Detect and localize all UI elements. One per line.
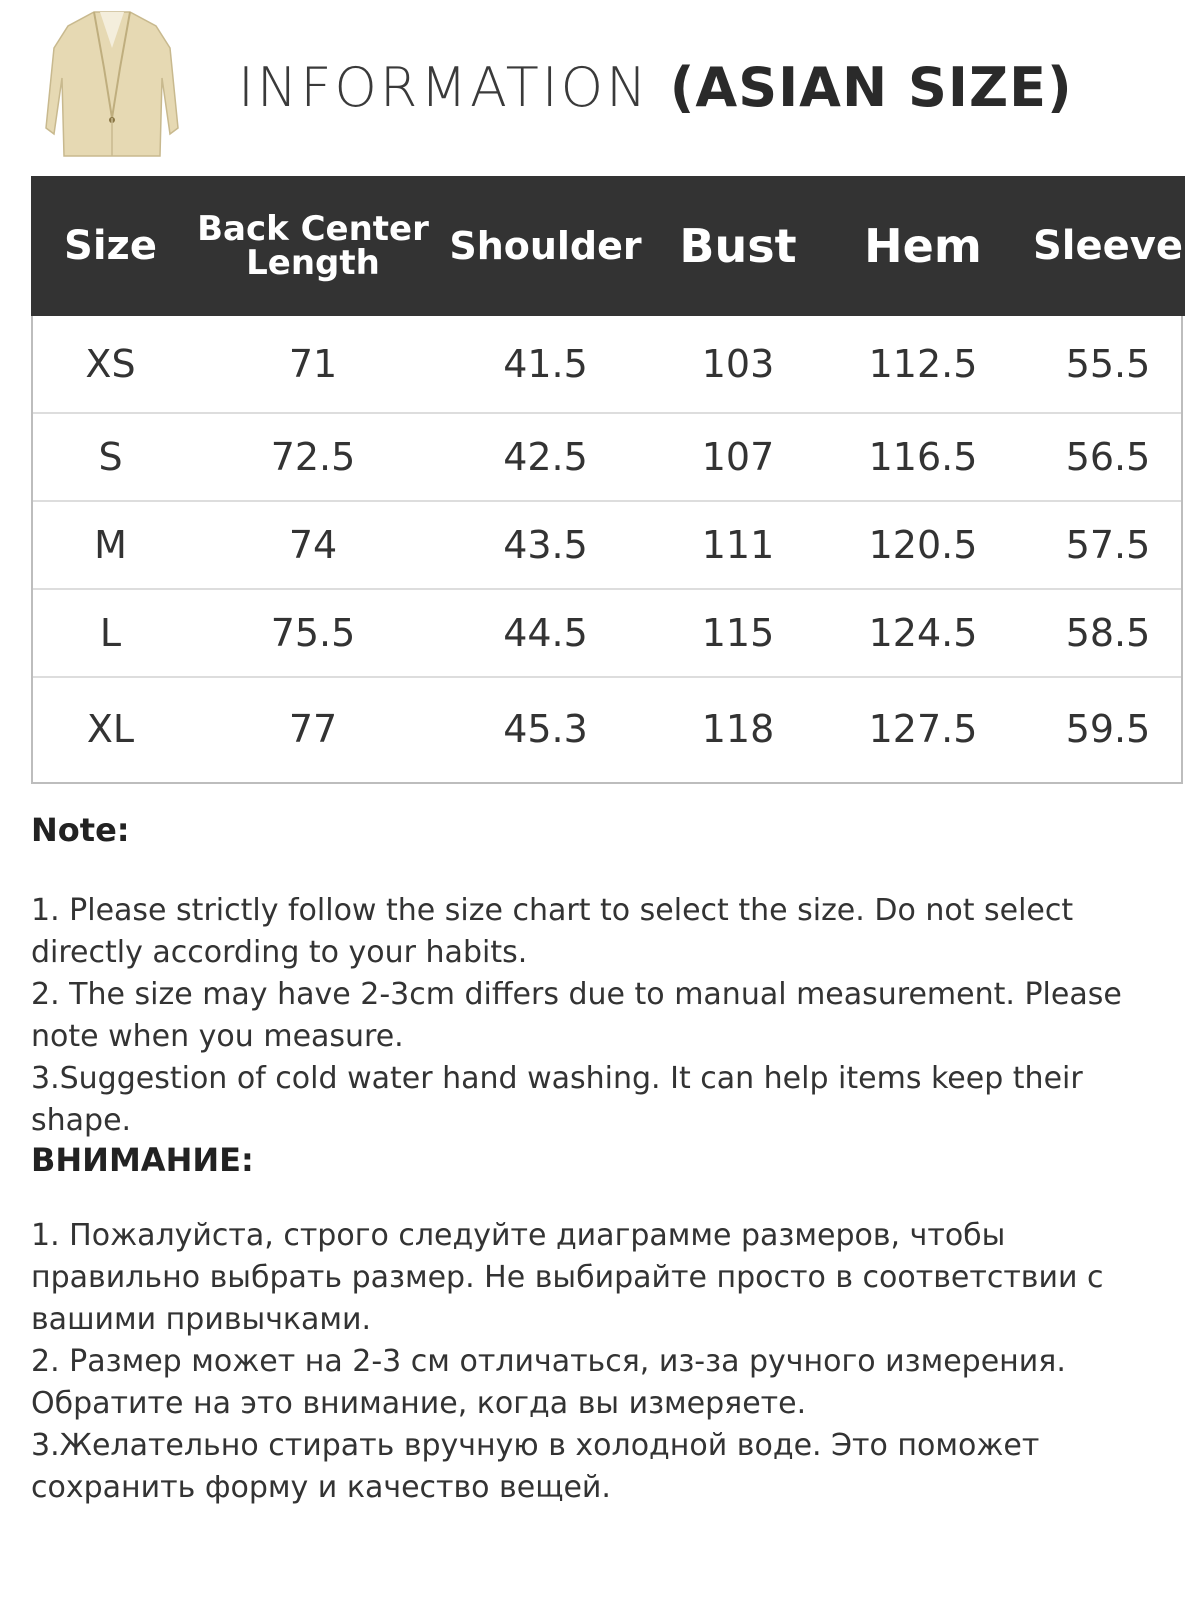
cell-bust: 115	[701, 611, 775, 655]
blazer-jacket-icon	[44, 8, 180, 164]
cell-hem: 127.5	[868, 707, 978, 751]
table-body	[33, 316, 1181, 782]
cell-size: L	[99, 611, 122, 655]
header-back-line2: Length	[246, 243, 380, 283]
table-row	[33, 316, 1181, 414]
cell-hem: 112.5	[868, 342, 978, 386]
cell-shoulder: 43.5	[503, 523, 588, 567]
cell-size: M	[94, 523, 127, 567]
header-shoulder: Shoulder	[449, 224, 642, 268]
header-back-line1: Back Center	[197, 209, 429, 249]
cell-hem: 124.5	[868, 611, 978, 655]
cell-bust: 111	[701, 523, 775, 567]
note-body-en	[31, 890, 1181, 1142]
cell-back: 77	[288, 707, 338, 751]
cell-back: 71	[288, 342, 338, 386]
note-item-ru: 1. Пожалуйста, строго следуйте диаграмме размеров, чтобы правильно выбрать размер. Не выбирайте просто в соответствии с вашими привычками.	[31, 1218, 1104, 1337]
note-item: 1. Please strictly follow the size chart to select the size. Do not select directly according to your habits.	[31, 893, 1074, 970]
cell-bust: 118	[701, 707, 775, 751]
table-header	[31, 176, 1185, 316]
note-title-ru: ВНИМАНИЕ:	[31, 1141, 254, 1179]
cell-back: 75.5	[270, 611, 356, 655]
title-light: INFORMATION	[238, 56, 670, 119]
cell-back: 72.5	[270, 435, 356, 479]
note-item-ru: 3.Желательно стирать вручную в холодной воде. Это поможет сохранить форму и качество вещей.	[31, 1428, 1040, 1505]
note-item: 2. The size may have 2-3cm differs due to manual measurement. Please note when you measure.	[31, 977, 1122, 1054]
cell-sleeve: 55.5	[1065, 342, 1151, 386]
header	[0, 0, 1200, 176]
table-row	[33, 590, 1181, 678]
header-hem: Hem	[864, 219, 982, 273]
cell-hem: 116.5	[868, 435, 978, 479]
header-sleeve: Sleeve	[1033, 223, 1183, 269]
page-title	[238, 56, 1073, 119]
cell-shoulder: 45.3	[503, 707, 588, 751]
header-bust: Bust	[679, 219, 797, 273]
table-row	[33, 678, 1181, 782]
note-title: Note:	[31, 811, 130, 849]
cell-sleeve: 58.5	[1065, 611, 1151, 655]
cell-sleeve: 59.5	[1065, 707, 1151, 751]
cell-sleeve: 56.5	[1065, 435, 1151, 479]
cell-bust: 107	[701, 435, 775, 479]
cell-bust: 103	[701, 342, 775, 386]
cell-size: XL	[86, 707, 135, 751]
size-table	[31, 176, 1183, 784]
table-row	[33, 502, 1181, 590]
note-item: 3.Suggestion of cold water hand washing. It can help items keep their shape.	[31, 1061, 1083, 1138]
cell-size: XS	[85, 342, 136, 386]
header-size: Size	[64, 223, 157, 269]
cell-back: 74	[288, 523, 338, 567]
cell-shoulder: 44.5	[503, 611, 588, 655]
cell-sleeve: 57.5	[1065, 523, 1151, 567]
note-body-ru	[31, 1215, 1181, 1509]
note-item-ru: 2. Размер может на 2-3 см отличаться, из-за ручного измерения. Обратите на это внимание, когда вы измеряете.	[31, 1344, 1066, 1421]
title-bold: (ASIAN SIZE)	[669, 56, 1073, 119]
cell-size: S	[98, 435, 123, 479]
table-row	[33, 414, 1181, 502]
cell-hem: 120.5	[868, 523, 978, 567]
cell-shoulder: 41.5	[503, 342, 588, 386]
header-back-center-length	[188, 176, 438, 316]
cell-shoulder: 42.5	[503, 435, 588, 479]
